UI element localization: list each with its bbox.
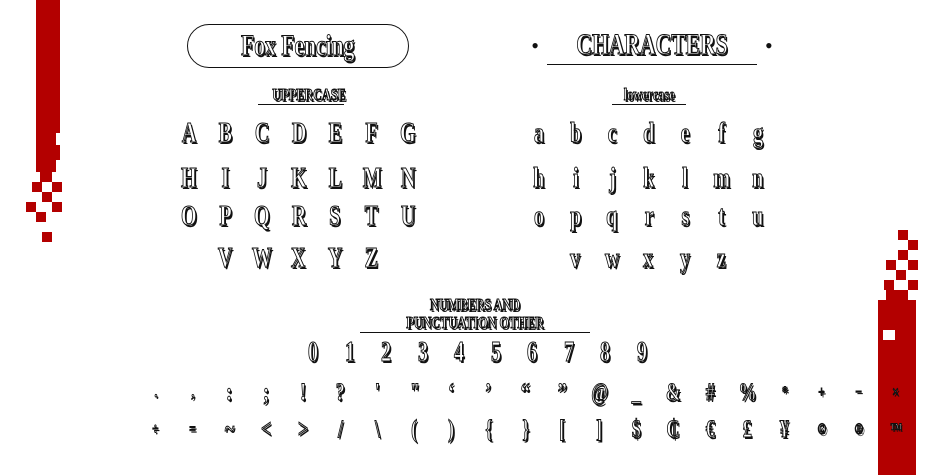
punctuation-glyph bbox=[692, 414, 729, 446]
uppercase-glyph bbox=[208, 201, 245, 233]
uppercase-character: A bbox=[181, 118, 197, 149]
punctuation-character: ’ bbox=[485, 379, 492, 406]
uppercase-character: L bbox=[328, 163, 342, 194]
uppercase-glyph bbox=[207, 243, 244, 275]
punctuation-character: / bbox=[337, 416, 343, 443]
uppercase-glyph bbox=[171, 201, 208, 233]
punctuation-glyph bbox=[544, 414, 581, 446]
lowercase-character: g bbox=[753, 118, 764, 149]
uppercase-character: I bbox=[221, 163, 230, 194]
uppercase-row bbox=[171, 201, 427, 233]
lowercase-row bbox=[557, 243, 740, 275]
punctuation-character: − bbox=[855, 384, 862, 401]
uppercase-character: O bbox=[181, 201, 198, 232]
font-title: Fox Fencing bbox=[241, 29, 355, 62]
punctuation-character: ' bbox=[374, 379, 380, 406]
lowercase-character: t bbox=[718, 201, 726, 232]
punctuation-glyph bbox=[470, 377, 507, 409]
uppercase-row bbox=[171, 118, 427, 150]
uppercase-glyph bbox=[317, 201, 354, 233]
uppercase-character: E bbox=[328, 118, 342, 149]
lowercase-character: q bbox=[606, 201, 618, 232]
uppercase-character: Z bbox=[364, 243, 378, 274]
digit-glyph bbox=[368, 337, 405, 369]
uppercase-character: W bbox=[251, 243, 272, 274]
lowercase-character: r bbox=[644, 201, 654, 232]
punctuation-character: ¥ bbox=[780, 416, 789, 443]
punctuation-character: \ bbox=[374, 416, 380, 443]
punctuation-glyph bbox=[877, 414, 914, 446]
lowercase-glyph bbox=[704, 201, 741, 233]
lowercase-character: n bbox=[752, 163, 764, 194]
punctuation-glyph bbox=[803, 414, 840, 446]
punctuation-character: < bbox=[261, 416, 272, 443]
digit-glyph bbox=[551, 337, 588, 369]
punctuation-character: ! bbox=[300, 379, 307, 406]
lowercase-character: z bbox=[716, 243, 726, 274]
uppercase-glyph bbox=[354, 201, 391, 233]
lowercase-character: v bbox=[570, 243, 581, 274]
lowercase-glyph bbox=[740, 118, 777, 150]
lowercase-row bbox=[521, 118, 777, 150]
punctuation-character: @ bbox=[591, 379, 608, 406]
lowercase-glyph bbox=[558, 163, 595, 195]
lowercase-character: h bbox=[533, 163, 545, 194]
digit-character: 1 bbox=[344, 337, 355, 368]
uppercase-glyph bbox=[244, 243, 281, 275]
uppercase-character: P bbox=[219, 201, 232, 232]
punctuation-character: ÷ bbox=[152, 421, 159, 438]
lowercase-character: s bbox=[681, 201, 690, 232]
punctuation-glyph bbox=[840, 414, 877, 446]
lowercase-glyph bbox=[594, 118, 631, 150]
punctuation-character: % bbox=[738, 379, 757, 406]
uppercase-character: J bbox=[257, 163, 268, 194]
punctuation-glyph bbox=[433, 377, 470, 409]
lowercase-character: m bbox=[713, 163, 731, 194]
punctuation-character: £ bbox=[743, 416, 752, 443]
digit-character: 9 bbox=[636, 337, 647, 368]
punctuation-glyph bbox=[174, 377, 211, 409]
punctuation-character: ® bbox=[854, 421, 863, 438]
digit-glyph bbox=[478, 337, 515, 369]
punctuation-glyph bbox=[507, 377, 544, 409]
uppercase-row bbox=[171, 163, 427, 195]
lowercase-character: k bbox=[643, 163, 655, 194]
font-title-pill bbox=[187, 24, 409, 68]
uppercase-glyph bbox=[354, 163, 391, 195]
punctuation-glyph bbox=[396, 377, 433, 409]
punctuation-glyph bbox=[137, 377, 174, 409]
uppercase-heading: UPPERCASE bbox=[258, 86, 344, 105]
punctuation-character: ™ bbox=[889, 421, 902, 438]
lowercase-character: l bbox=[682, 163, 689, 194]
uppercase-glyph bbox=[244, 163, 281, 195]
lowercase-character: b bbox=[570, 118, 582, 149]
uppercase-glyph bbox=[244, 201, 281, 233]
punctuation-character: # bbox=[706, 379, 715, 406]
punctuation-character: . bbox=[154, 384, 157, 401]
lowercase-character: o bbox=[534, 201, 545, 232]
uppercase-character: D bbox=[291, 118, 307, 149]
punctuation-character: “ bbox=[521, 379, 530, 406]
punctuation-character: * bbox=[781, 384, 788, 401]
punctuation-glyph bbox=[692, 377, 729, 409]
uppercase-glyph bbox=[281, 201, 318, 233]
punctuation-character: : bbox=[226, 379, 233, 406]
lowercase-glyph bbox=[667, 243, 704, 275]
punctuation-glyph bbox=[507, 414, 544, 446]
uppercase-character: U bbox=[400, 201, 416, 232]
digit-character: 6 bbox=[527, 337, 538, 368]
uppercase-glyph bbox=[208, 118, 245, 150]
punctuation-character: ? bbox=[336, 379, 345, 406]
lowercase-character: e bbox=[680, 118, 690, 149]
punctuation-row-1 bbox=[137, 377, 914, 409]
punctuation-glyph bbox=[174, 414, 211, 446]
lowercase-heading: lowercase bbox=[612, 86, 686, 105]
punctuation-glyph bbox=[840, 377, 877, 409]
lowercase-glyph bbox=[631, 118, 668, 150]
uppercase-glyph bbox=[281, 118, 318, 150]
punctuation-glyph bbox=[618, 414, 655, 446]
uppercase-glyph bbox=[171, 118, 208, 150]
uppercase-character: F bbox=[365, 118, 378, 149]
punctuation-character: " bbox=[409, 379, 420, 406]
lowercase-glyph bbox=[704, 118, 741, 150]
uppercase-glyph bbox=[353, 243, 390, 275]
bullet-left: • bbox=[531, 33, 539, 58]
uppercase-glyph bbox=[244, 118, 281, 150]
digit-character: 5 bbox=[490, 337, 501, 368]
lowercase-glyph bbox=[740, 201, 777, 233]
uppercase-character: X bbox=[290, 243, 306, 274]
uppercase-character: Q bbox=[254, 201, 271, 232]
digit-character: 2 bbox=[381, 337, 392, 368]
punctuation-glyph bbox=[544, 377, 581, 409]
uppercase-character: B bbox=[219, 118, 233, 149]
punctuation-character: + bbox=[818, 384, 825, 401]
punctuation-character: ~ bbox=[224, 416, 235, 443]
punctuation-glyph bbox=[729, 414, 766, 446]
lowercase-glyph bbox=[521, 163, 558, 195]
uppercase-character: R bbox=[291, 201, 307, 232]
uppercase-glyph bbox=[317, 243, 354, 275]
punctuation-character: ” bbox=[558, 379, 567, 406]
digit-character: 3 bbox=[417, 337, 428, 368]
punctuation-glyph bbox=[581, 414, 618, 446]
uppercase-glyph bbox=[208, 163, 245, 195]
numbers-punctuation-heading: NUMBERS AND PUNCTUATION OTHER bbox=[360, 296, 590, 333]
punctuation-glyph bbox=[766, 414, 803, 446]
lowercase-glyph bbox=[704, 163, 741, 195]
punctuation-character: ₵ bbox=[666, 416, 681, 443]
punctuation-glyph bbox=[655, 414, 692, 446]
uppercase-glyph bbox=[281, 163, 318, 195]
uppercase-character: Y bbox=[327, 243, 343, 274]
punctuation-character: × bbox=[892, 384, 899, 401]
uppercase-glyph bbox=[171, 163, 208, 195]
uppercase-glyph bbox=[317, 163, 354, 195]
punctuation-character: > bbox=[298, 416, 309, 443]
punctuation-character: ] bbox=[596, 416, 603, 443]
lowercase-glyph bbox=[594, 243, 631, 275]
punctuation-character: © bbox=[817, 421, 826, 438]
uppercase-character: G bbox=[400, 118, 417, 149]
uppercase-character: H bbox=[181, 163, 198, 194]
punctuation-character: ( bbox=[411, 416, 418, 443]
punctuation-glyph bbox=[285, 377, 322, 409]
punctuation-character: { bbox=[484, 416, 493, 443]
characters-label: CHARACTERS bbox=[576, 27, 728, 61]
lowercase-glyph bbox=[557, 243, 594, 275]
punctuation-glyph bbox=[396, 414, 433, 446]
digits-row bbox=[295, 337, 660, 369]
uppercase-character: M bbox=[362, 163, 382, 194]
punctuation-character: $ bbox=[632, 416, 641, 443]
lowercase-glyph bbox=[703, 243, 740, 275]
uppercase-character: T bbox=[365, 201, 379, 232]
punctuation-character: } bbox=[521, 416, 530, 443]
punctuation-glyph bbox=[285, 414, 322, 446]
lowercase-glyph bbox=[667, 201, 704, 233]
digit-character: 4 bbox=[454, 337, 465, 368]
punctuation-character: , bbox=[191, 384, 194, 401]
punctuation-glyph bbox=[359, 414, 396, 446]
digit-glyph bbox=[441, 337, 478, 369]
punctuation-character: ‘ bbox=[448, 379, 455, 406]
lowercase-character: a bbox=[534, 118, 545, 149]
punctuation-glyph bbox=[322, 414, 359, 446]
lowercase-row bbox=[521, 163, 777, 195]
digit-glyph bbox=[587, 337, 624, 369]
lowercase-character: u bbox=[752, 201, 764, 232]
lowercase-glyph bbox=[740, 163, 777, 195]
uppercase-row bbox=[207, 243, 390, 275]
punctuation-character: & bbox=[665, 379, 681, 406]
digit-character: 7 bbox=[563, 337, 574, 368]
punctuation-glyph bbox=[877, 377, 914, 409]
bullet-right: • bbox=[765, 33, 773, 58]
digit-glyph bbox=[624, 337, 661, 369]
lowercase-glyph bbox=[667, 118, 704, 150]
lowercase-character: f bbox=[718, 118, 726, 149]
punctuation-glyph bbox=[729, 377, 766, 409]
punctuation-character: [ bbox=[559, 416, 566, 443]
uppercase-glyph bbox=[317, 118, 354, 150]
uppercase-character: K bbox=[290, 163, 307, 194]
punctuation-glyph bbox=[433, 414, 470, 446]
lowercase-glyph bbox=[521, 201, 558, 233]
lowercase-character: c bbox=[607, 118, 617, 149]
punctuation-character: ) bbox=[448, 416, 455, 443]
punctuation-glyph bbox=[359, 377, 396, 409]
punctuation-glyph bbox=[766, 377, 803, 409]
lowercase-character: d bbox=[643, 118, 655, 149]
uppercase-character: C bbox=[254, 118, 270, 149]
uppercase-character: V bbox=[217, 243, 233, 274]
lowercase-glyph bbox=[521, 118, 558, 150]
uppercase-glyph bbox=[390, 163, 427, 195]
lowercase-character: j bbox=[608, 163, 616, 194]
digit-glyph bbox=[295, 337, 332, 369]
punctuation-glyph bbox=[655, 377, 692, 409]
punctuation-row-2 bbox=[137, 414, 914, 446]
lowercase-character: i bbox=[572, 163, 579, 194]
lowercase-character: x bbox=[643, 243, 654, 274]
digit-character: 8 bbox=[600, 337, 611, 368]
lowercase-glyph bbox=[594, 163, 631, 195]
lowercase-row bbox=[521, 201, 777, 233]
uppercase-character: N bbox=[400, 163, 416, 194]
lowercase-character: y bbox=[679, 243, 690, 274]
uppercase-glyph bbox=[280, 243, 317, 275]
lowercase-character: p bbox=[570, 201, 582, 232]
punctuation-glyph bbox=[581, 377, 618, 409]
punctuation-glyph bbox=[248, 377, 285, 409]
digit-glyph bbox=[405, 337, 442, 369]
punctuation-character: € bbox=[706, 416, 715, 443]
punctuation-glyph bbox=[470, 414, 507, 446]
lowercase-glyph bbox=[631, 163, 668, 195]
digit-character: 0 bbox=[308, 337, 319, 368]
punctuation-glyph bbox=[803, 377, 840, 409]
punctuation-glyph bbox=[211, 377, 248, 409]
punctuation-glyph bbox=[322, 377, 359, 409]
uppercase-glyph bbox=[354, 118, 391, 150]
lowercase-glyph bbox=[631, 201, 668, 233]
punctuation-character: _ bbox=[632, 379, 641, 406]
lowercase-glyph bbox=[630, 243, 667, 275]
punctuation-glyph bbox=[618, 377, 655, 409]
lowercase-glyph bbox=[594, 201, 631, 233]
uppercase-character: S bbox=[329, 201, 341, 232]
digit-glyph bbox=[514, 337, 551, 369]
punctuation-glyph bbox=[211, 414, 248, 446]
lowercase-character: w bbox=[604, 243, 620, 274]
punctuation-character: = bbox=[189, 421, 196, 438]
lowercase-glyph bbox=[667, 163, 704, 195]
lowercase-glyph bbox=[558, 201, 595, 233]
digit-glyph bbox=[332, 337, 369, 369]
punctuation-glyph bbox=[137, 414, 174, 446]
characters-heading bbox=[531, 24, 773, 68]
uppercase-glyph bbox=[390, 118, 427, 150]
uppercase-glyph bbox=[390, 201, 427, 233]
punctuation-glyph bbox=[248, 414, 285, 446]
punctuation-character: ; bbox=[263, 379, 270, 406]
lowercase-glyph bbox=[558, 118, 595, 150]
